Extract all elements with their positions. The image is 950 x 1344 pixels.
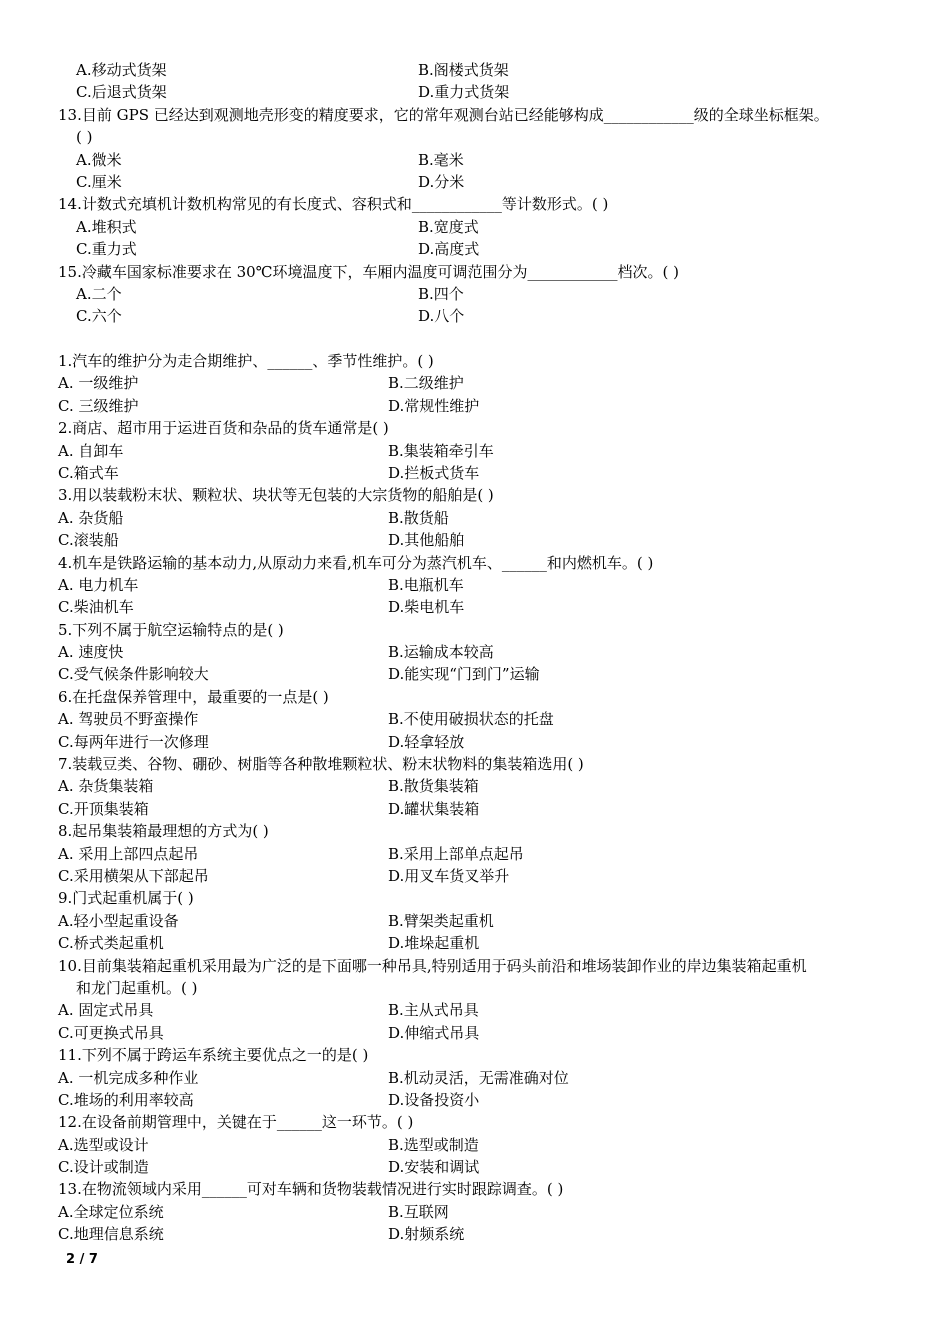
option-left: C.后退式货架 [76,83,167,102]
question-stem: 1.汽车的维护分为走合期维护、______、季节性维护。( ) [58,352,434,370]
option-left: A.二个 [76,284,122,303]
option-left: C.可更换式吊具 [58,1023,164,1042]
question-text [0,753,950,775]
question-stem: 3.用以装载粉末状、颗粒状、块状等无包装的大宗货物的船舶是( ) [58,486,494,505]
option-left: C.箱式车 [58,463,119,482]
option-row [0,462,950,484]
option-row [0,641,950,663]
page-number: 2 / 7 [66,1252,98,1267]
option-right: D.重力式货架 [418,83,510,102]
question-stem: 8.起吊集装箱最理想的方式为( ) [58,822,269,841]
option-left: A. 采用上部四点起吊 [58,844,199,863]
option-row [0,1223,950,1245]
option-right: B.主从式吊具 [388,1001,479,1020]
option-left: C.滚装船 [58,531,119,550]
option-left: C.堆场的利用率较高 [58,1090,194,1109]
option-left: A. 驾驶员不野蛮操作 [58,710,199,729]
option-left: A. 一机完成多种作业 [58,1068,199,1087]
option-row [0,507,950,529]
question-stem: 2.商店、超市用于运进百货和杂品的货车通常是( ) [58,419,389,438]
question-stem: 14.计数式充填机计数机构常见的有长度式、容积式和____________等计数形式。( ) [58,195,609,214]
question-text [0,686,950,708]
question-continuation [0,977,950,999]
option-left: C.每两年进行一次修理 [58,732,209,751]
question-text [0,1044,950,1066]
option-left: C.桥式类起重机 [58,934,164,953]
option-right: D.设备投资小 [388,1090,480,1109]
question-section-2 [0,350,950,1246]
option-left: A. 杂货集装箱 [58,777,154,796]
option-row [0,1022,950,1044]
question-stem: 7.装载豆类、谷物、硼砂、树脂等各种散堆颗粒状、粉末状物料的集装箱选用( ) [58,755,584,774]
option-right: B.互联网 [388,1202,449,1221]
option-right: B.选型或制造 [388,1135,479,1154]
option-left: A.微米 [76,150,122,169]
option-left: A. 杂货船 [58,508,124,527]
option-right: D.能实现“门到门”运输 [388,665,540,684]
question-stem: 5.下列不属于航空运输特点的是( ) [58,620,284,639]
option-row [0,708,950,730]
option-row [0,283,950,305]
option-row [0,171,950,193]
option-left: A. 电力机车 [58,575,139,594]
option-row [0,1134,950,1156]
question-stem: 11.下列不属于跨运车系统主要优点之一的是( ) [58,1046,369,1065]
option-right: D.射频系统 [388,1225,465,1244]
question-stem-continued: 和龙门起重机。( ) [76,978,198,997]
option-row [0,731,950,753]
question-text [0,1178,950,1200]
option-row [0,372,950,394]
question-text [0,955,950,977]
option-right: D.用叉车货叉举升 [388,866,510,885]
question-section-1 [0,59,950,328]
option-row [0,932,950,954]
option-left: C.六个 [76,307,122,326]
option-right: B.不使用破损状态的托盘 [388,710,554,729]
option-right: B.集装箱牵引车 [388,441,494,460]
question-text [0,820,950,842]
question-text [0,104,950,126]
option-left: C.地理信息系统 [58,1225,164,1244]
option-right: D.分米 [418,172,465,191]
option-row [0,574,950,596]
option-left: C.设计或制造 [58,1158,149,1177]
option-row [0,59,950,81]
option-left: C.受气候条件影响较大 [58,665,209,684]
option-right: D.轻拿轻放 [388,732,465,751]
option-row [0,1156,950,1178]
option-left: A. 速度快 [58,643,124,662]
option-right: D.常规性维护 [388,396,480,415]
option-left: C.重力式 [76,240,137,259]
option-right: D.堆垛起重机 [388,934,480,953]
option-row [0,440,950,462]
question-text [0,552,950,574]
option-left: A. 一级维护 [58,374,139,393]
option-row [0,149,950,171]
option-row [0,663,950,685]
option-right: B.散货集装箱 [388,777,479,796]
option-right: B.运输成本较高 [388,643,494,662]
option-right: B.阁楼式货架 [418,61,509,79]
option-right: B.散货船 [388,508,449,527]
question-text [0,619,950,641]
option-left: A.全球定位系统 [58,1202,164,1221]
question-text [0,261,950,283]
question-text [0,1111,950,1133]
option-left: C.采用横架从下部起吊 [58,866,209,885]
option-row [0,775,950,797]
option-right: D.安装和调试 [388,1158,480,1177]
option-right: B.四个 [418,284,464,303]
question-stem: 15.冷藏车国家标准要求在 30℃环境温度下，车厢内温度可调范围分为____________档次。( ) [58,262,679,281]
question-stem: 6.在托盘保养管理中，最重要的一点是( ) [58,687,329,706]
question-stem: 13.目前 GPS 已经达到观测地壳形变的精度要求，它的常年观测台站已经能够构成____________级的全球坐标框架。 [58,105,829,124]
option-right: D.高度式 [418,240,480,259]
question-text [0,887,950,909]
question-stem: 9.门式起重机属于( ) [58,889,194,908]
question-continuation [0,126,950,148]
option-row [0,81,950,103]
option-row [0,305,950,327]
option-right: B.二级维护 [388,374,464,393]
option-left: C. 三级维护 [58,396,139,415]
option-right: B.宽度式 [418,217,479,236]
option-row [0,529,950,551]
option-right: B.采用上部单点起吊 [388,844,524,863]
option-row [0,843,950,865]
option-right: B.毫米 [418,150,464,169]
option-left: C.开顶集装箱 [58,799,149,818]
option-row [0,865,950,887]
question-stem: 12.在设备前期管理中，关键在于______这一环节。( ) [58,1113,414,1132]
option-right: D.伸缩式吊具 [388,1023,480,1042]
question-stem-continued: ( ) [76,128,93,147]
option-left: C.柴油机车 [58,598,134,617]
question-stem: 10.目前集装箱起重机采用最为广泛的是下面哪一种吊具,特别适用于码头前沿和堆场装卸作业的岸边集装箱起重机 [58,956,807,975]
option-right: D.其他船舶 [388,531,465,550]
option-left: A.堆积式 [76,217,137,236]
option-right: B.臂架类起重机 [388,911,494,930]
question-stem: 4.机车是铁路运输的基本动力,从原动力来看,机车可分为蒸汽机车、______和内燃机车。( ) [58,553,654,572]
option-right: D.八个 [418,307,465,326]
option-row [0,999,950,1021]
option-left: A. 自卸车 [58,441,124,460]
question-text [0,484,950,506]
option-right: B.机动灵活，无需准确对位 [388,1068,569,1087]
question-text [0,417,950,439]
option-row [0,216,950,238]
option-left: A.移动式货架 [76,61,167,79]
option-row [0,798,950,820]
option-left: C.厘米 [76,172,122,191]
question-text [0,193,950,215]
option-left: A.轻小型起重设备 [58,911,179,930]
option-row [0,910,950,932]
question-text [0,350,950,372]
option-row [0,395,950,417]
option-right: D.拦板式货车 [388,463,480,482]
option-row [0,596,950,618]
option-row [0,1089,950,1111]
option-left: A. 固定式吊具 [58,1001,154,1020]
option-row [0,1067,950,1089]
option-row [0,238,950,260]
option-right: D.柴电机车 [388,598,465,617]
option-right: D.罐状集装箱 [388,799,480,818]
question-stem: 13.在物流领域内采用______可对车辆和货物装载情况进行实时跟踪调查。( ) [58,1180,564,1199]
option-row [0,1201,950,1223]
option-right: B.电瓶机车 [388,575,464,594]
option-left: A.选型或设计 [58,1135,149,1154]
